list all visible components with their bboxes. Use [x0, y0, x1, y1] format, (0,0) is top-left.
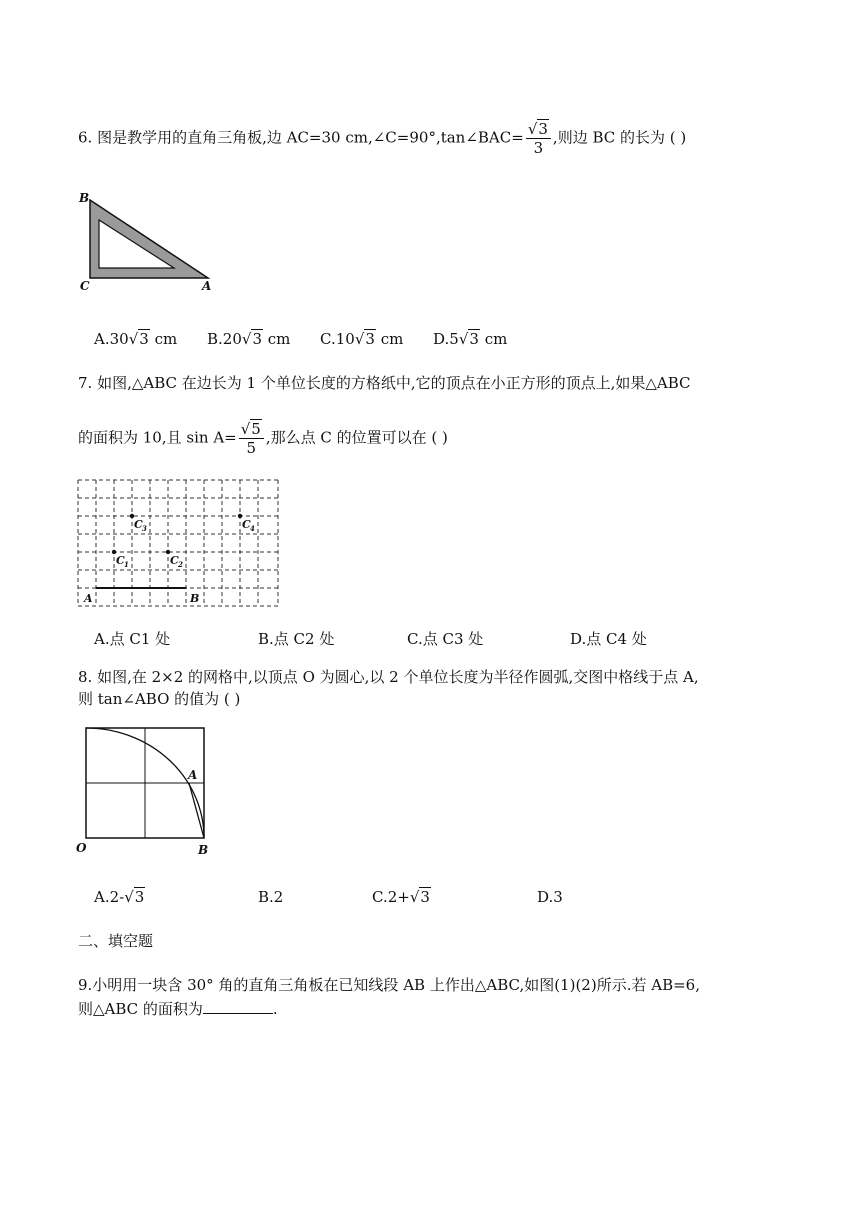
label-C4: C	[242, 518, 251, 531]
q6-stem-post: ,则边 BC 的长为 ( )	[552, 128, 687, 147]
q7-option-c: C.点 C3 处	[407, 630, 484, 648]
label-C4-sub: 4	[250, 524, 255, 533]
q8-option-b: B.2	[258, 888, 284, 906]
q6-triangle-figure	[76, 188, 216, 294]
q8-stem-line1: 8. 如图,在 2×2 的网格中,以顶点 O 为圆心,以 2 个单位长度为半径作圆弧,交图中格线于点 A,	[78, 668, 699, 686]
q7-option-a: A.点 C1 处	[94, 630, 171, 648]
q8-option-c: C.2+√3	[372, 888, 430, 906]
label-C2: C	[170, 554, 179, 567]
q6-option-d: D.5√3 cm	[433, 330, 508, 348]
triangle-inner	[99, 220, 174, 268]
q9-answer-blank[interactable]	[203, 999, 273, 1014]
label-C1: C	[116, 554, 125, 567]
q6-option-b: B.20√3 cm	[207, 330, 291, 348]
q8-option-a: A.2-√3	[94, 888, 145, 906]
q9-line1: 9.小明用一块含 30° 角的直角三角板在已知线段 AB 上作出△ABC,如图(1)(2)所示.若 AB=6,	[78, 976, 700, 994]
q6-frac-den: 3	[533, 139, 544, 157]
label-A: A	[188, 768, 198, 782]
q7-fraction: $\frac{√5}{5}$	[239, 420, 264, 457]
label-B: B	[190, 592, 200, 605]
label-B: B	[198, 843, 209, 857]
q6-stem-pre: 6. 图是教学用的直角三角板,边 AC=30 cm,∠C=90°,tan∠BAC=	[78, 128, 524, 147]
q6-option-a: A.30√3 cm	[94, 330, 178, 348]
q7-option-b: B.点 C2 处	[258, 630, 335, 648]
label-C2-sub: 2	[178, 560, 183, 569]
label-A: A	[84, 592, 93, 605]
label-B: B	[79, 191, 90, 205]
label-C3: C	[134, 518, 143, 531]
q7-option-d: D.点 C4 处	[570, 630, 647, 648]
q7-grid-figure	[76, 478, 282, 610]
q8-option-d: D.3	[537, 888, 563, 906]
q6-option-c: C.10√3 cm	[320, 330, 404, 348]
label-O: O	[76, 841, 87, 855]
segment-ab	[189, 783, 204, 838]
label-C1-sub: 1	[124, 560, 129, 569]
q6-stem	[78, 120, 686, 157]
q7-stem-line1: 7. 如图,△ABC 在边长为 1 个单位长度的方格纸中,它的顶点在小正方形的顶点上,如果△ABC	[78, 374, 691, 392]
q6-fraction: $\frac{√3}{3}$	[526, 120, 551, 157]
q7-stem-line2: 的面积为 10,且 sin A= $\frac{√5}{5}$ ,那么点 C 的位置可以在 ( )	[78, 420, 448, 457]
label-C: C	[80, 279, 90, 293]
q9-line2: 则△ABC 的面积为 .	[78, 1000, 278, 1018]
label-C3-sub: 3	[142, 524, 147, 533]
q6-frac-num: 3	[538, 120, 548, 138]
q8-stem-line2: 则 tan∠ABO 的值为 ( )	[78, 690, 241, 708]
section-title-fill-blank: 二、填空题	[78, 932, 154, 950]
q8-arc-figure	[72, 722, 220, 858]
label-A: A	[202, 279, 212, 293]
